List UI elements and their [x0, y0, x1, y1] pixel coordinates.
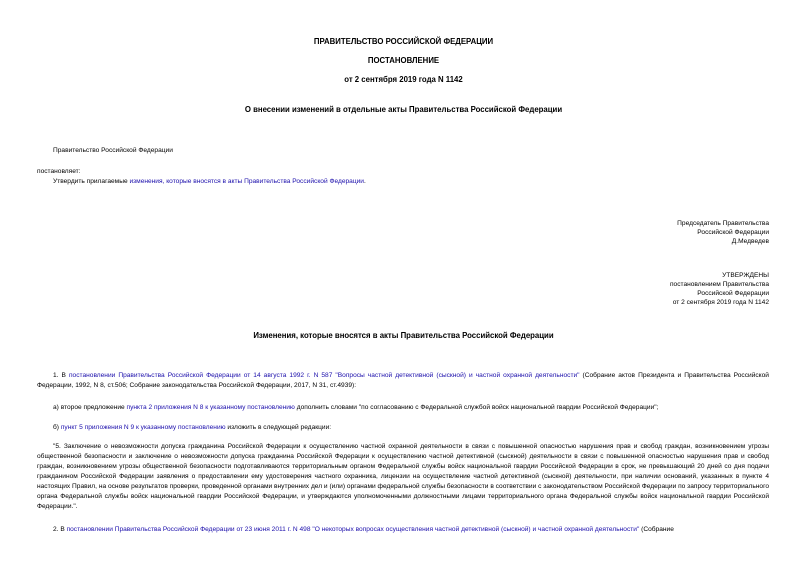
item-1-suffix: (Собрание актов Президента и Правительства Российской Федерации, 1992, N 8, ст.506; Собрание законодательства Российской Федерации, 2017, N 31, ст.4939):	[37, 372, 769, 389]
item-b-prefix: б)	[53, 424, 61, 431]
document-title: О внесении изменений в отдельные акты Правительства Российской Федерации	[244, 105, 563, 114]
approve-suffix: .	[363, 178, 366, 185]
item-2-suffix: (Собрание	[639, 526, 674, 533]
intro-decides: постановляет:	[37, 168, 81, 175]
intro-approve	[53, 177, 366, 186]
approved-block	[670, 271, 769, 307]
signature-block	[677, 219, 769, 246]
signature-line3: Д.Медведев	[731, 238, 769, 245]
intro-government: Правительство Российской Федерации	[53, 147, 173, 154]
signature-line2: Российской Федерации	[697, 229, 769, 236]
quoted-paragraph: "5. Заключение о невозможности допуска гражданина Российской Федерации к осуществлению частной охранной деятельности в связи с повышенной опасностью нарушения прав и свобод граждан, возникновением угрозы общественной безопасности и заключение о невозможности допуска гражданина Российской Федерации к осуществлению частной детективной (сыскной) деятельности в связи с повышенной опасностью нарушения прав и свобод граждан, возникновением угрозы общественной безопасности подготавливаются территориальным органом Федеральной службы войск национальной гвардии Российской Федерации в срок, не превышающий 20 дней со дня подачи гражданином Российской Федерации заявления о предоставлении ему удостоверения частного охранника, лицензии на осуществление частной детективной (сыскной) деятельности, при наличии оснований, указанных в пункте 4 настоящих Правил, на основе результатов проверки, проведенной органами внутренних дел и (или) органами федеральной службы безопасности в соответствии с законодательством Российской Федерации по запросу территориального органа Федеральной службы войск национальной гвардии Российской Федерации, и утверждаются уполномоченными должностными лицами территориального органа Федеральной службы войск национальной гвардии Российской Федерации.".	[37, 443, 769, 510]
item-b-suffix: изложить в следующей редакции:	[225, 424, 332, 431]
item-1	[37, 371, 769, 391]
document-type: ПОСТАНОВЛЕНИЕ	[367, 56, 440, 65]
item-a-suffix: дополнить словами "по согласованию с Федеральной службой войск национальной гвардии Российской Федерации";	[294, 404, 659, 411]
government-header: ПРАВИТЕЛЬСТВО РОССИЙСКОЙ ФЕДЕРАЦИИ	[313, 37, 494, 46]
item-a-link[interactable]: пункта 2 приложения N 8 к указанному постановлению	[126, 404, 295, 411]
item-2-prefix: 2. В	[53, 526, 67, 533]
item-b	[37, 423, 769, 433]
item-a	[37, 403, 769, 413]
signature-line1: Председатель Правительства	[677, 220, 769, 227]
item-b-link[interactable]: пункт 5 приложения N 9 к указанному постановлению	[60, 424, 226, 431]
changes-title: Изменения, которые вносятся в акты Правительства Российской Федерации	[253, 331, 554, 340]
document-date: от 2 сентября 2019 года N 1142	[344, 75, 463, 84]
approve-prefix: Утвердить прилагаемые	[53, 178, 130, 185]
approved-line4: от 2 сентября 2019 года N 1142	[672, 299, 769, 306]
item-1-link[interactable]: постановлении Правительства Российской Федерации от 14 августа 1992 г. N 587 "Вопросы частной детективной (сыскной) и частной охранной деятельности"	[68, 372, 580, 379]
approved-line1: УТВЕРЖДЕНЫ	[722, 272, 769, 279]
item-1-prefix: 1. В	[53, 372, 69, 379]
approved-line2: постановлением Правительства	[669, 281, 769, 288]
approved-line3: Российской Федерации	[697, 290, 769, 297]
item-2-link[interactable]: постановлении Правительства Российской Федерации от 23 июня 2011 г. N 498 "О некоторых вопросах осуществления частной детективной (сыскной) и частной охранной деятельности"	[66, 526, 640, 533]
item-a-prefix: а) второе предложение	[53, 404, 127, 411]
item-2	[37, 525, 769, 535]
approve-link[interactable]: изменения, которые вносятся в акты Правительства Российской Федерации	[129, 178, 364, 185]
